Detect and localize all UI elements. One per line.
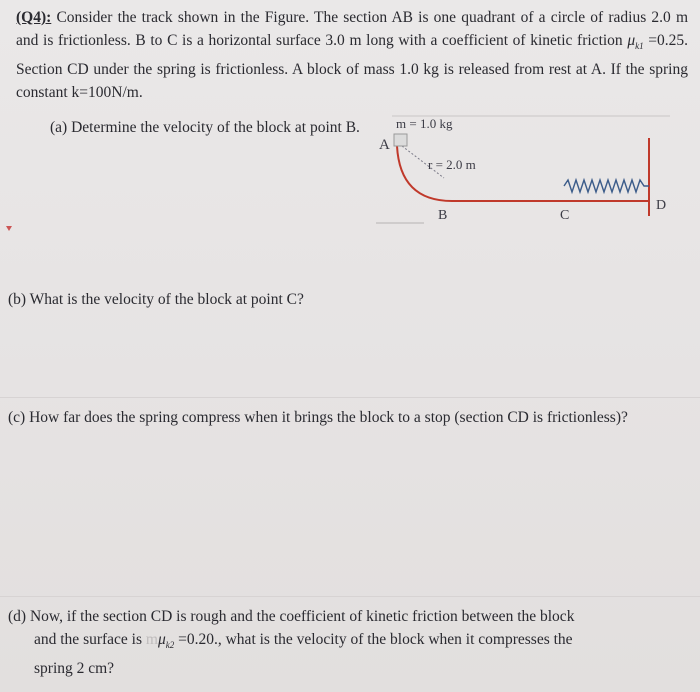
part-d-line-2: and the surface is $m\mu_{k2} =0.20$., what is the velocity of the block when it compresses the <box>34 631 573 651</box>
spring <box>564 180 649 192</box>
part-b-text: (b) What is the velocity of the block at point C? <box>8 291 304 308</box>
label-point-a: A <box>379 137 390 153</box>
label-point-d: D <box>656 198 667 213</box>
divider-bc <box>0 397 700 398</box>
question-text-2: =0.25. Section CD under the spring is frictionless. A block of mass 1.0 kg is released from rest at A. If the spring constant k=100N/m. <box>16 32 688 102</box>
part-d-line-3: spring 2 cm? <box>34 660 115 678</box>
track-figure <box>372 108 672 238</box>
label-point-c: C <box>560 208 570 223</box>
divider-cd <box>0 596 700 597</box>
mu-k2-symbol: $\mu_{k2}$ <box>157 631 175 651</box>
label-radius: r = 2.0 m <box>428 157 476 172</box>
part-c-text: (c) How far does the spring compress when it brings the block to a stop (section CD is frictionless)? <box>8 409 628 426</box>
part-d <box>8 605 688 680</box>
part-d-hint: m <box>145 631 158 648</box>
question-text-1: Consider the track shown in the Figure. The section AB is one quadrant of a circle of radius 2.0 m and is frictionless. B to C is a horizontal surface 3.0 m long with a coefficient of kinetic friction <box>16 9 688 49</box>
label-point-b: B <box>438 208 448 223</box>
part-d-line-1: (d) Now, if the section CD is rough and the coefficient of kinetic friction between the block <box>8 608 575 625</box>
label-mass: m = 1.0 kg <box>396 116 453 131</box>
block <box>394 134 407 146</box>
stray-marker <box>6 226 12 231</box>
question-statement <box>16 6 688 104</box>
mu-k1-symbol: $\mu_{k1}$ <box>627 32 644 52</box>
part-a-text: (a) Determine the velocity of the block at point B. <box>50 119 360 136</box>
quadrant-track-ab <box>397 146 452 201</box>
question-number: (Q4): <box>16 9 52 26</box>
track-diagram <box>372 108 672 238</box>
